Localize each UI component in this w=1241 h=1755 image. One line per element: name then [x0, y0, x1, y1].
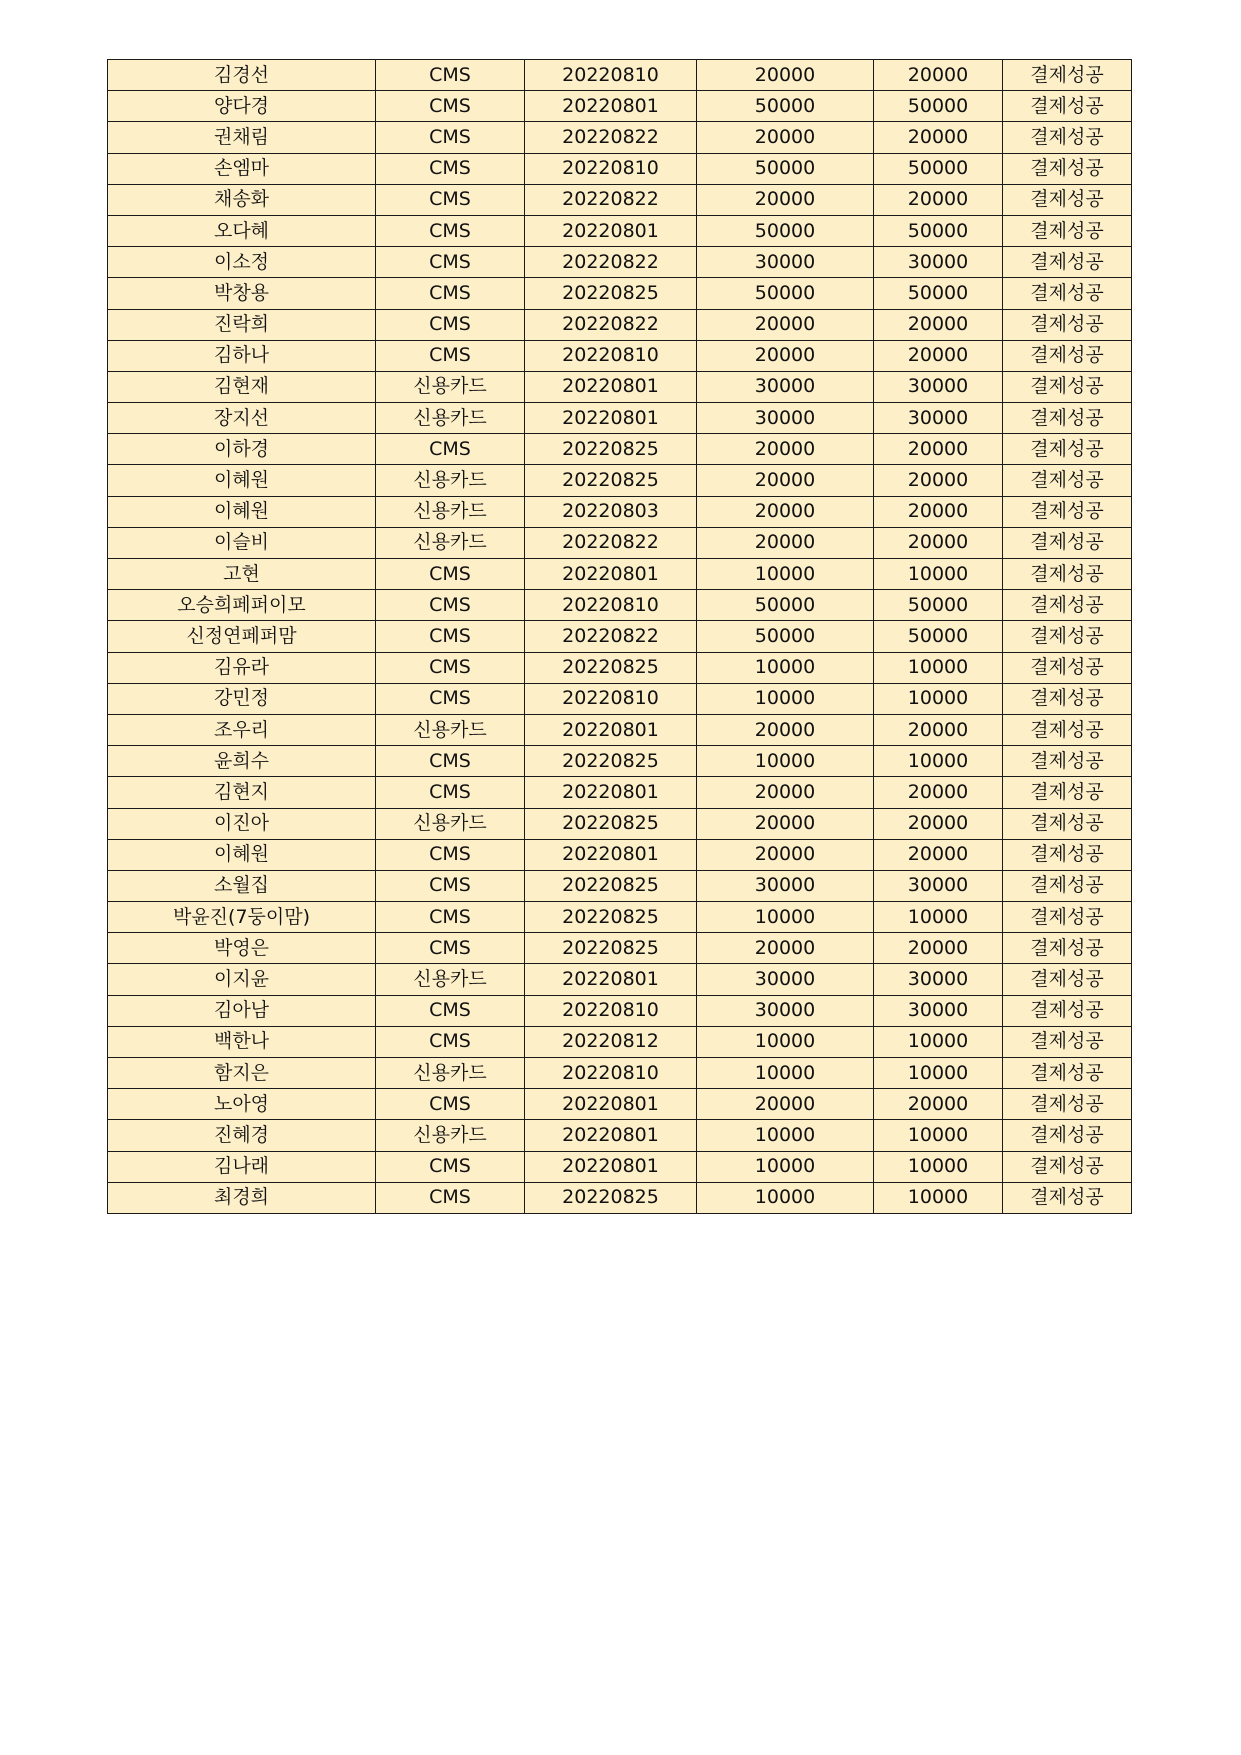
donor-name-cell: 권채림 [108, 122, 376, 153]
table-row [108, 1151, 1132, 1182]
payment-status-cell: 결제성공 [1003, 1058, 1132, 1089]
requested-amount-cell: 10000 [697, 559, 874, 590]
payment-method-cell: CMS [376, 933, 525, 964]
requested-amount-cell: 10000 [697, 1058, 874, 1089]
payment-method-cell: CMS [376, 902, 525, 933]
paid-amount-cell: 20000 [874, 434, 1003, 465]
requested-amount-cell: 10000 [697, 1120, 874, 1151]
donor-name-cell: 장지선 [108, 403, 376, 434]
payment-date-cell: 20220825 [525, 465, 697, 496]
payment-method-cell: CMS [376, 590, 525, 621]
paid-amount-cell: 50000 [874, 215, 1003, 246]
table-row [108, 465, 1132, 496]
paid-amount-cell: 10000 [874, 1120, 1003, 1151]
paid-amount-cell: 30000 [874, 371, 1003, 402]
payment-status-cell: 결제성공 [1003, 527, 1132, 558]
payment-method-cell: CMS [376, 122, 525, 153]
table-row [108, 839, 1132, 870]
paid-amount-cell: 20000 [874, 496, 1003, 527]
table-row [108, 933, 1132, 964]
payment-status-cell: 결제성공 [1003, 621, 1132, 652]
donor-name-cell: 김하나 [108, 340, 376, 371]
paid-amount-cell: 50000 [874, 153, 1003, 184]
requested-amount-cell: 30000 [697, 870, 874, 901]
payment-method-cell: CMS [376, 340, 525, 371]
donor-name-cell: 윤희수 [108, 746, 376, 777]
payment-date-cell: 20220801 [525, 371, 697, 402]
donor-name-cell: 박윤진(7둥이맘) [108, 902, 376, 933]
payment-status-cell: 결제성공 [1003, 184, 1132, 215]
table-row [108, 808, 1132, 839]
payment-status-cell: 결제성공 [1003, 683, 1132, 714]
payment-status-cell: 결제성공 [1003, 247, 1132, 278]
requested-amount-cell: 10000 [697, 683, 874, 714]
requested-amount-cell: 50000 [697, 215, 874, 246]
payment-status-cell: 결제성공 [1003, 964, 1132, 995]
requested-amount-cell: 20000 [697, 496, 874, 527]
payment-date-cell: 20220801 [525, 91, 697, 122]
payment-status-cell: 결제성공 [1003, 340, 1132, 371]
payment-status-cell: 결제성공 [1003, 714, 1132, 745]
donor-name-cell: 김유라 [108, 652, 376, 683]
requested-amount-cell: 10000 [697, 1151, 874, 1182]
payment-date-cell: 20220825 [525, 434, 697, 465]
paid-amount-cell: 10000 [874, 559, 1003, 590]
paid-amount-cell: 10000 [874, 746, 1003, 777]
payment-status-cell: 결제성공 [1003, 371, 1132, 402]
payment-date-cell: 20220810 [525, 995, 697, 1026]
paid-amount-cell: 20000 [874, 839, 1003, 870]
paid-amount-cell: 50000 [874, 278, 1003, 309]
donor-name-cell: 이혜원 [108, 465, 376, 496]
payment-status-cell: 결제성공 [1003, 496, 1132, 527]
requested-amount-cell: 50000 [697, 621, 874, 652]
donor-name-cell: 이지윤 [108, 964, 376, 995]
table-row [108, 902, 1132, 933]
payment-date-cell: 20220810 [525, 153, 697, 184]
payment-table-body [108, 60, 1132, 1214]
payment-method-cell: CMS [376, 746, 525, 777]
donor-name-cell: 김현재 [108, 371, 376, 402]
paid-amount-cell: 30000 [874, 870, 1003, 901]
payment-date-cell: 20220825 [525, 652, 697, 683]
donor-name-cell: 강민정 [108, 683, 376, 714]
donor-name-cell: 고현 [108, 559, 376, 590]
requested-amount-cell: 20000 [697, 527, 874, 558]
table-row [108, 527, 1132, 558]
payment-date-cell: 20220801 [525, 839, 697, 870]
table-row [108, 434, 1132, 465]
donor-name-cell: 박영은 [108, 933, 376, 964]
paid-amount-cell: 20000 [874, 60, 1003, 91]
payment-date-cell: 20220812 [525, 1026, 697, 1057]
donor-name-cell: 김현지 [108, 777, 376, 808]
donor-name-cell: 소월집 [108, 870, 376, 901]
payment-status-cell: 결제성공 [1003, 1089, 1132, 1120]
payment-method-cell: 신용카드 [376, 808, 525, 839]
table-row [108, 153, 1132, 184]
requested-amount-cell: 20000 [697, 434, 874, 465]
requested-amount-cell: 20000 [697, 808, 874, 839]
table-row [108, 621, 1132, 652]
payment-date-cell: 20220801 [525, 964, 697, 995]
payment-method-cell: 신용카드 [376, 371, 525, 402]
payment-method-cell: 신용카드 [376, 964, 525, 995]
payment-date-cell: 20220822 [525, 527, 697, 558]
paid-amount-cell: 20000 [874, 309, 1003, 340]
table-row [108, 559, 1132, 590]
paid-amount-cell: 20000 [874, 340, 1003, 371]
requested-amount-cell: 50000 [697, 590, 874, 621]
requested-amount-cell: 30000 [697, 995, 874, 1026]
payment-status-cell: 결제성공 [1003, 1151, 1132, 1182]
donor-name-cell: 오승희페퍼이모 [108, 590, 376, 621]
requested-amount-cell: 50000 [697, 278, 874, 309]
requested-amount-cell: 10000 [697, 902, 874, 933]
payment-date-cell: 20220810 [525, 340, 697, 371]
donor-name-cell: 백한나 [108, 1026, 376, 1057]
payment-status-cell: 결제성공 [1003, 465, 1132, 496]
requested-amount-cell: 10000 [697, 1026, 874, 1057]
paid-amount-cell: 20000 [874, 1089, 1003, 1120]
payment-method-cell: CMS [376, 652, 525, 683]
table-row [108, 746, 1132, 777]
donor-name-cell: 함지은 [108, 1058, 376, 1089]
requested-amount-cell: 20000 [697, 1089, 874, 1120]
paid-amount-cell: 10000 [874, 683, 1003, 714]
donor-name-cell: 노아영 [108, 1089, 376, 1120]
payment-status-cell: 결제성공 [1003, 122, 1132, 153]
donor-name-cell: 이소정 [108, 247, 376, 278]
payment-date-cell: 20220825 [525, 278, 697, 309]
payment-status-cell: 결제성공 [1003, 652, 1132, 683]
table-row [108, 870, 1132, 901]
requested-amount-cell: 50000 [697, 91, 874, 122]
table-row [108, 122, 1132, 153]
payment-status-cell: 결제성공 [1003, 309, 1132, 340]
paid-amount-cell: 30000 [874, 995, 1003, 1026]
donor-name-cell: 신정연페퍼맘 [108, 621, 376, 652]
payment-status-cell: 결제성공 [1003, 434, 1132, 465]
donor-name-cell: 오다혜 [108, 215, 376, 246]
requested-amount-cell: 20000 [697, 309, 874, 340]
donor-name-cell: 최경희 [108, 1182, 376, 1213]
table-row [108, 371, 1132, 402]
paid-amount-cell: 50000 [874, 621, 1003, 652]
donor-name-cell: 이슬비 [108, 527, 376, 558]
payment-status-cell: 결제성공 [1003, 839, 1132, 870]
payment-date-cell: 20220801 [525, 1120, 697, 1151]
requested-amount-cell: 30000 [697, 964, 874, 995]
requested-amount-cell: 20000 [697, 340, 874, 371]
table-row [108, 1058, 1132, 1089]
table-row [108, 995, 1132, 1026]
requested-amount-cell: 30000 [697, 403, 874, 434]
paid-amount-cell: 10000 [874, 1182, 1003, 1213]
paid-amount-cell: 30000 [874, 403, 1003, 434]
payment-method-cell: CMS [376, 184, 525, 215]
table-row [108, 403, 1132, 434]
payment-method-cell: CMS [376, 434, 525, 465]
payment-method-cell: 신용카드 [376, 714, 525, 745]
payment-method-cell: CMS [376, 91, 525, 122]
paid-amount-cell: 50000 [874, 590, 1003, 621]
payment-date-cell: 20220801 [525, 777, 697, 808]
payment-date-cell: 20220801 [525, 559, 697, 590]
payment-method-cell: 신용카드 [376, 403, 525, 434]
payment-method-cell: CMS [376, 60, 525, 91]
payment-date-cell: 20220801 [525, 215, 697, 246]
paid-amount-cell: 20000 [874, 465, 1003, 496]
payment-method-cell: CMS [376, 1151, 525, 1182]
donor-name-cell: 조우리 [108, 714, 376, 745]
requested-amount-cell: 20000 [697, 465, 874, 496]
payment-date-cell: 20220822 [525, 621, 697, 652]
payment-method-cell: CMS [376, 153, 525, 184]
payment-status-cell: 결제성공 [1003, 777, 1132, 808]
payment-date-cell: 20220801 [525, 403, 697, 434]
table-row [108, 247, 1132, 278]
payment-date-cell: 20220822 [525, 247, 697, 278]
table-row [108, 1089, 1132, 1120]
payment-method-cell: CMS [376, 559, 525, 590]
table-row [108, 309, 1132, 340]
payment-status-cell: 결제성공 [1003, 60, 1132, 91]
payment-status-cell: 결제성공 [1003, 153, 1132, 184]
payment-method-cell: 신용카드 [376, 1058, 525, 1089]
donor-name-cell: 채송화 [108, 184, 376, 215]
payment-date-cell: 20220825 [525, 1182, 697, 1213]
table-row [108, 714, 1132, 745]
table-row [108, 340, 1132, 371]
table-row [108, 1182, 1132, 1213]
payment-date-cell: 20220810 [525, 1058, 697, 1089]
payment-status-cell: 결제성공 [1003, 808, 1132, 839]
payment-status-cell: 결제성공 [1003, 403, 1132, 434]
table-row [108, 278, 1132, 309]
table-row [108, 652, 1132, 683]
paid-amount-cell: 20000 [874, 933, 1003, 964]
donor-name-cell: 김나래 [108, 1151, 376, 1182]
payment-date-cell: 20220825 [525, 933, 697, 964]
paid-amount-cell: 20000 [874, 527, 1003, 558]
paid-amount-cell: 20000 [874, 184, 1003, 215]
table-row [108, 60, 1132, 91]
payment-date-cell: 20220825 [525, 870, 697, 901]
paid-amount-cell: 10000 [874, 1151, 1003, 1182]
payment-date-cell: 20220810 [525, 60, 697, 91]
payment-status-cell: 결제성공 [1003, 902, 1132, 933]
payment-date-cell: 20220822 [525, 184, 697, 215]
payment-date-cell: 20220825 [525, 746, 697, 777]
requested-amount-cell: 20000 [697, 777, 874, 808]
requested-amount-cell: 20000 [697, 122, 874, 153]
payment-date-cell: 20220822 [525, 309, 697, 340]
payment-status-cell: 결제성공 [1003, 1120, 1132, 1151]
table-row [108, 91, 1132, 122]
paid-amount-cell: 30000 [874, 964, 1003, 995]
payment-status-cell: 결제성공 [1003, 91, 1132, 122]
paid-amount-cell: 30000 [874, 247, 1003, 278]
donor-name-cell: 진락희 [108, 309, 376, 340]
paid-amount-cell: 20000 [874, 808, 1003, 839]
paid-amount-cell: 10000 [874, 652, 1003, 683]
payment-method-cell: CMS [376, 621, 525, 652]
payment-status-cell: 결제성공 [1003, 1182, 1132, 1213]
payment-status-cell: 결제성공 [1003, 995, 1132, 1026]
payment-status-cell: 결제성공 [1003, 559, 1132, 590]
requested-amount-cell: 10000 [697, 746, 874, 777]
requested-amount-cell: 10000 [697, 1182, 874, 1213]
payment-method-cell: CMS [376, 870, 525, 901]
paid-amount-cell: 20000 [874, 122, 1003, 153]
payment-date-cell: 20220803 [525, 496, 697, 527]
payment-date-cell: 20220801 [525, 1089, 697, 1120]
payment-method-cell: 신용카드 [376, 527, 525, 558]
payment-date-cell: 20220822 [525, 122, 697, 153]
donor-name-cell: 이하경 [108, 434, 376, 465]
table-row [108, 1026, 1132, 1057]
donor-name-cell: 김아남 [108, 995, 376, 1026]
payment-method-cell: 신용카드 [376, 1120, 525, 1151]
table-row [108, 590, 1132, 621]
payment-date-cell: 20220801 [525, 1151, 697, 1182]
requested-amount-cell: 20000 [697, 933, 874, 964]
requested-amount-cell: 50000 [697, 153, 874, 184]
payment-method-cell: 신용카드 [376, 496, 525, 527]
paid-amount-cell: 20000 [874, 777, 1003, 808]
table-row [108, 777, 1132, 808]
requested-amount-cell: 20000 [697, 60, 874, 91]
requested-amount-cell: 30000 [697, 247, 874, 278]
payment-method-cell: CMS [376, 1026, 525, 1057]
payment-status-cell: 결제성공 [1003, 870, 1132, 901]
donor-name-cell: 이진아 [108, 808, 376, 839]
paid-amount-cell: 10000 [874, 1058, 1003, 1089]
table-row [108, 496, 1132, 527]
payment-method-cell: CMS [376, 1089, 525, 1120]
requested-amount-cell: 10000 [697, 652, 874, 683]
requested-amount-cell: 20000 [697, 839, 874, 870]
payment-method-cell: CMS [376, 1182, 525, 1213]
payment-method-cell: CMS [376, 777, 525, 808]
payment-method-cell: CMS [376, 309, 525, 340]
requested-amount-cell: 20000 [697, 714, 874, 745]
payment-method-cell: CMS [376, 278, 525, 309]
payment-method-cell: CMS [376, 215, 525, 246]
payment-date-cell: 20220801 [525, 714, 697, 745]
donor-name-cell: 진혜경 [108, 1120, 376, 1151]
paid-amount-cell: 20000 [874, 714, 1003, 745]
donor-name-cell: 박창용 [108, 278, 376, 309]
requested-amount-cell: 20000 [697, 184, 874, 215]
paid-amount-cell: 10000 [874, 902, 1003, 933]
payment-method-cell: 신용카드 [376, 465, 525, 496]
payment-status-cell: 결제성공 [1003, 590, 1132, 621]
payment-status-cell: 결제성공 [1003, 746, 1132, 777]
requested-amount-cell: 30000 [697, 371, 874, 402]
donor-name-cell: 양다경 [108, 91, 376, 122]
payment-method-cell: CMS [376, 683, 525, 714]
payment-date-cell: 20220810 [525, 590, 697, 621]
table-row [108, 964, 1132, 995]
donor-name-cell: 이혜원 [108, 839, 376, 870]
paid-amount-cell: 10000 [874, 1026, 1003, 1057]
payment-method-cell: CMS [376, 839, 525, 870]
table-row [108, 683, 1132, 714]
payment-table [107, 59, 1132, 1214]
payment-method-cell: CMS [376, 995, 525, 1026]
donor-name-cell: 김경선 [108, 60, 376, 91]
donor-name-cell: 손엠마 [108, 153, 376, 184]
payment-status-cell: 결제성공 [1003, 1026, 1132, 1057]
payment-date-cell: 20220810 [525, 683, 697, 714]
table-row [108, 1120, 1132, 1151]
payment-status-cell: 결제성공 [1003, 215, 1132, 246]
donor-name-cell: 이혜원 [108, 496, 376, 527]
payment-date-cell: 20220825 [525, 808, 697, 839]
payment-date-cell: 20220825 [525, 902, 697, 933]
payment-status-cell: 결제성공 [1003, 278, 1132, 309]
paid-amount-cell: 50000 [874, 91, 1003, 122]
table-row [108, 184, 1132, 215]
payment-method-cell: CMS [376, 247, 525, 278]
payment-status-cell: 결제성공 [1003, 933, 1132, 964]
table-row [108, 215, 1132, 246]
